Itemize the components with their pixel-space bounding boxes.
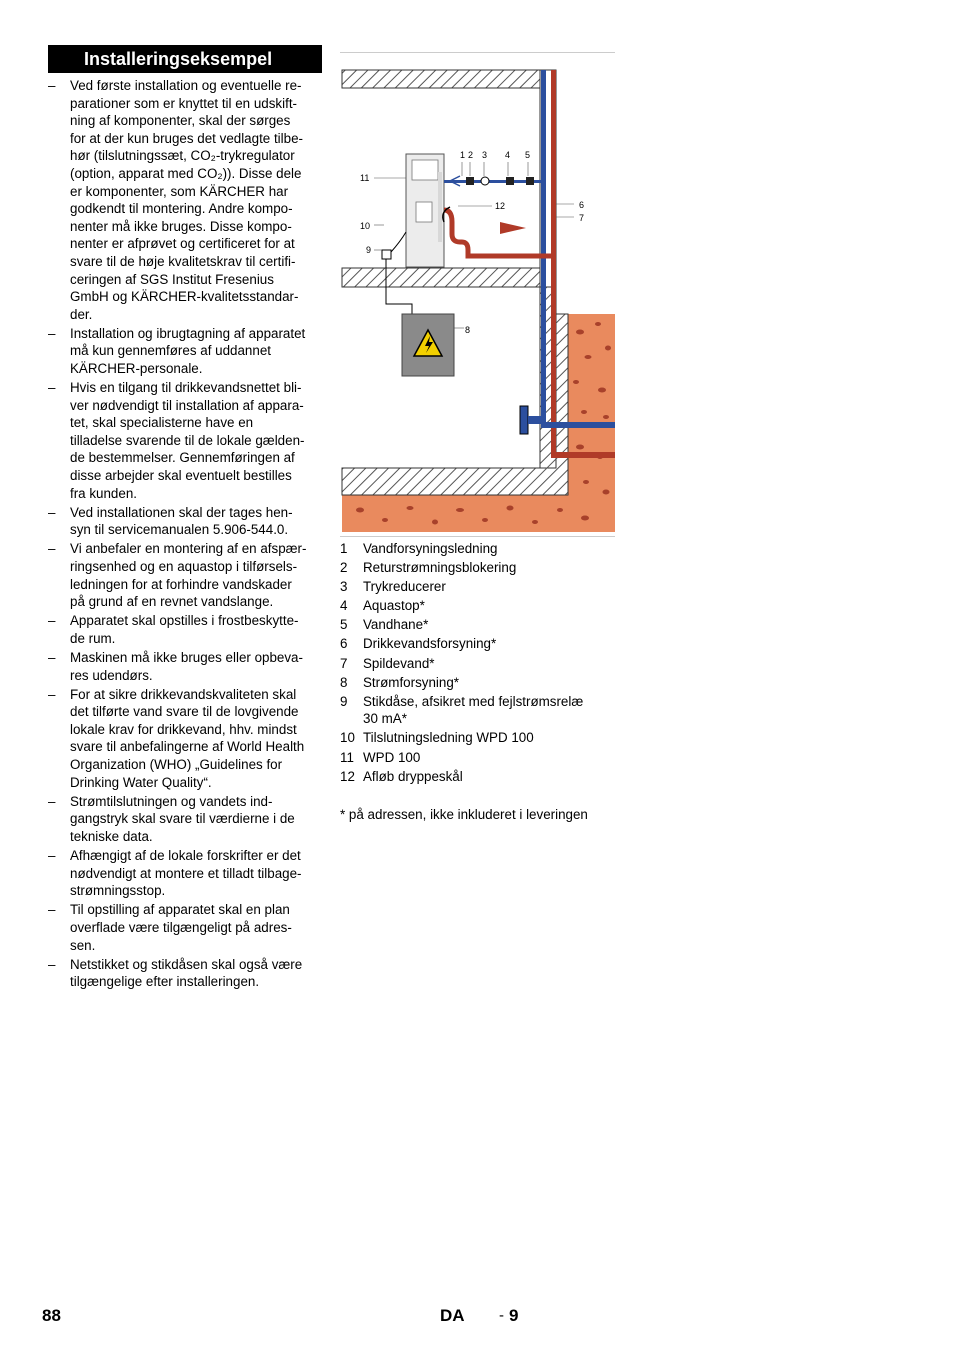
water-main-pipe [541,422,615,428]
bullet-dash: – [48,541,56,557]
instruction-line: sen. [70,937,96,953]
legend-text: Aquastop* [363,598,425,614]
bullet-dash: – [48,380,56,396]
section-page-number: 9 [509,1306,519,1325]
instruction-line: Drinking Water Quality“. [70,774,212,790]
instruction-line: må kun gennemføres af uddannet [70,343,271,359]
page-number: 88 [42,1306,61,1325]
instruction-line: de rum. [70,630,116,646]
legend-item [340,768,620,786]
figure-label-2: 2 [468,150,474,160]
figure-legend [340,540,620,787]
instruction-line: de bestemmelser. Gennemføringen af [70,450,295,466]
instruction-line: strømningsstop. [70,883,166,899]
legend-number: 5 [340,617,348,633]
instruction-line: For at sikre drikkevandskvaliteten skal [70,686,297,702]
instruction-line: Afhængigt af de lokale forskrifter er det [70,848,301,864]
legend-number: 9 [340,693,348,709]
legend-item [340,729,620,747]
instruction-line: tilladelse svarende til de lokale gælden- [70,432,305,448]
instruction-line: tet, skal specialisterne have en [70,415,254,431]
bullet-dash: – [48,956,56,972]
socket [382,250,391,259]
instruction-line: Vi anbefaler en montering af en afspær- [70,541,307,557]
instruction-item [48,77,322,323]
legend-item [340,540,620,558]
legend-text: Strømforsyning* [363,674,459,690]
legend-number: 7 [340,655,348,671]
instruction-item [48,956,322,991]
bullet-dash: – [48,613,56,629]
instruction-line: gangstryk skal svare til værdierne i de [70,811,295,827]
figure-label-7: 7 [579,213,585,223]
instruction-line: Ved installationen skal der tages hen- [70,504,293,520]
legend-item [340,635,620,653]
instruction-line: tilgængelige efter installeringen. [70,974,260,990]
instruction-item [48,686,322,792]
instruction-line: godkendt til montering. Andre kompo- [70,201,293,217]
legend-text: Trykreducerer [363,579,446,595]
bullet-dash: – [48,686,56,702]
instruction-line: svare til anbefalingerne af World Health [70,739,305,755]
legend-item [340,578,620,596]
figure-label-9: 9 [366,245,372,255]
instruction-line: svare til de høje kvalitetskrav til certifi- [70,253,296,269]
instruction-item [48,612,322,647]
bullet-dash: – [48,325,56,341]
instruction-line: det tilførte vand svare til de lovgivende [70,704,299,720]
instruction-line: Organization (WHO) „Guidelines for [70,757,283,773]
legend-text: Tilslutningsledning WPD 100 [363,730,534,746]
instruction-line: Til opstilling af apparatet skal en plan [70,902,290,918]
basement-wall [342,287,568,495]
instruction-line: ledningen for at forhindre vandskader [70,576,292,592]
legend-number: 8 [340,674,348,690]
instruction-line: ringsenhed og en aquastop i tilførsels- [70,559,298,575]
instruction-line: Ved første installation og eventuelle re- [70,78,302,93]
figure-label-12: 12 [495,201,506,211]
installation-diagram [340,52,615,537]
instruction-line: lokale krav for drikkevand, hhv. mindst [70,721,297,737]
floor-slab [342,268,540,287]
instruction-line: syn til servicemanualen 5.906-544.0. [70,522,289,538]
instruction-line: KÄRCHER-personale. [70,361,203,376]
legend-number: 10 [340,730,355,746]
instruction-line: nenter er afprøvet og certificeret for at [70,236,295,252]
language-code: DA [440,1306,465,1325]
instruction-line: (option, apparat med CO₂)). Disse dele [70,165,302,181]
legend-item [340,749,620,767]
instruction-item [48,901,322,954]
waste-water-pipe [551,70,556,454]
instruction-line: ning af komponenter, skal der sørges [70,113,291,129]
figure-label-10: 10 [360,221,371,231]
bullet-dash: – [48,650,56,665]
instruction-line: ver nødvendigt til installation af appara- [70,397,304,413]
instruction-line: der. [70,306,93,322]
instruction-line: Installation og ibrugtagning af apparatet [70,325,306,341]
legend-text: Vandforsyningsledning [363,541,498,556]
legend-text: Spildevand* [363,655,435,671]
figure-label-8: 8 [465,325,471,335]
bullet-dash: – [48,793,56,809]
water-supply-pipe [541,70,546,422]
figure-label-5: 5 [525,150,531,160]
instruction-line: GmbH og KÄRCHER-kvalitetsstandar- [70,289,299,305]
section-heading: Installeringseksempel [48,45,322,73]
instruction-line: Strømtilslutningen og vandets ind- [70,793,273,809]
instruction-item [48,540,322,610]
figure-bottom-rule [340,536,615,537]
instruction-line: hør (tilslutningssæt, CO₂-trykregulator [70,148,295,164]
figure-label-4: 4 [505,150,511,160]
waste-main-pipe [551,452,615,458]
instruction-line: for at der kun bruges det vedlagte tilbe- [70,130,303,146]
legend-item [340,559,620,577]
legend-number: 6 [340,636,348,652]
instruction-line: tekniske data. [70,828,153,844]
instruction-line: res udendørs. [70,667,153,683]
legend-number: 12 [340,768,355,784]
legend-text: WPD 100 [363,749,421,765]
instruction-line: ceringen af SGS Institut Fresenius [70,271,274,287]
instruction-line: parationer som er knyttet til en udskift- [70,95,297,111]
legend-text: Afløb dryppeskål [363,768,463,784]
instruction-line: Apparatet skal opstilles i frostbeskytte- [70,613,299,629]
instruction-item [48,379,322,502]
legend-text: 30 mA* [363,711,407,727]
instruction-line: overflade være tilgængeligt på adres- [70,919,292,935]
figure-label-6: 6 [579,200,585,210]
instruction-line: Hvis en tilgang til drikkevandsnettet bli- [70,380,302,396]
legend-number: 2 [340,560,348,576]
legend-number: 3 [340,579,348,595]
instruction-line: nenter må ikke bruges. Disse kompo- [70,218,292,234]
figure-label-11: 11 [360,173,370,183]
instruction-line: på grund af en revnet vandslange. [70,594,274,610]
bullet-dash: – [48,78,56,93]
legend-text: Stikdåse, afsikret med fejlstrømsrelæ [363,693,584,709]
instruction-line: fra kunden. [70,485,137,501]
instruction-item [48,847,322,900]
instruction-line: disse arbejder skal eventuelt bestilles [70,468,292,484]
legend-number: 4 [340,598,348,614]
legend-number: 11 [340,749,354,765]
instruction-line: Netstikket og stikdåsen skal også være [70,956,303,972]
instruction-item [48,649,322,684]
instruction-item [48,504,322,539]
instruction-line: Maskinen må ikke bruges eller opbeva- [70,650,303,665]
legend-item [340,597,620,615]
legend-item [340,616,620,634]
footer-separator: - [499,1307,504,1324]
bullet-dash: – [48,902,56,918]
bullet-dash: – [48,848,56,864]
legend-item [340,655,620,673]
drain-hose [444,210,551,256]
figure-label-3: 3 [482,150,488,160]
legend-text: Drikkevandsforsyning* [363,636,497,652]
ceiling-slab [342,70,540,88]
water-meter [520,406,528,434]
instruction-line: er komponenter, som KÄRCHER har [70,183,289,199]
instruction-item [48,325,322,378]
figure-label-1: 1 [460,150,466,160]
instruction-item [48,793,322,846]
legend-item [340,693,620,728]
legend-text: Vandhane* [363,617,429,633]
footnote: * på adressen, ikke inkluderet i leveringen [340,807,588,822]
legend-number: 1 [340,541,348,556]
instruction-list [48,77,322,992]
bullet-dash: – [48,504,56,520]
instruction-line: nødvendigt at montere et tilladt tilbage- [70,865,302,881]
legend-text: Returstrømningsblokering [363,560,517,576]
legend-item [340,674,620,692]
